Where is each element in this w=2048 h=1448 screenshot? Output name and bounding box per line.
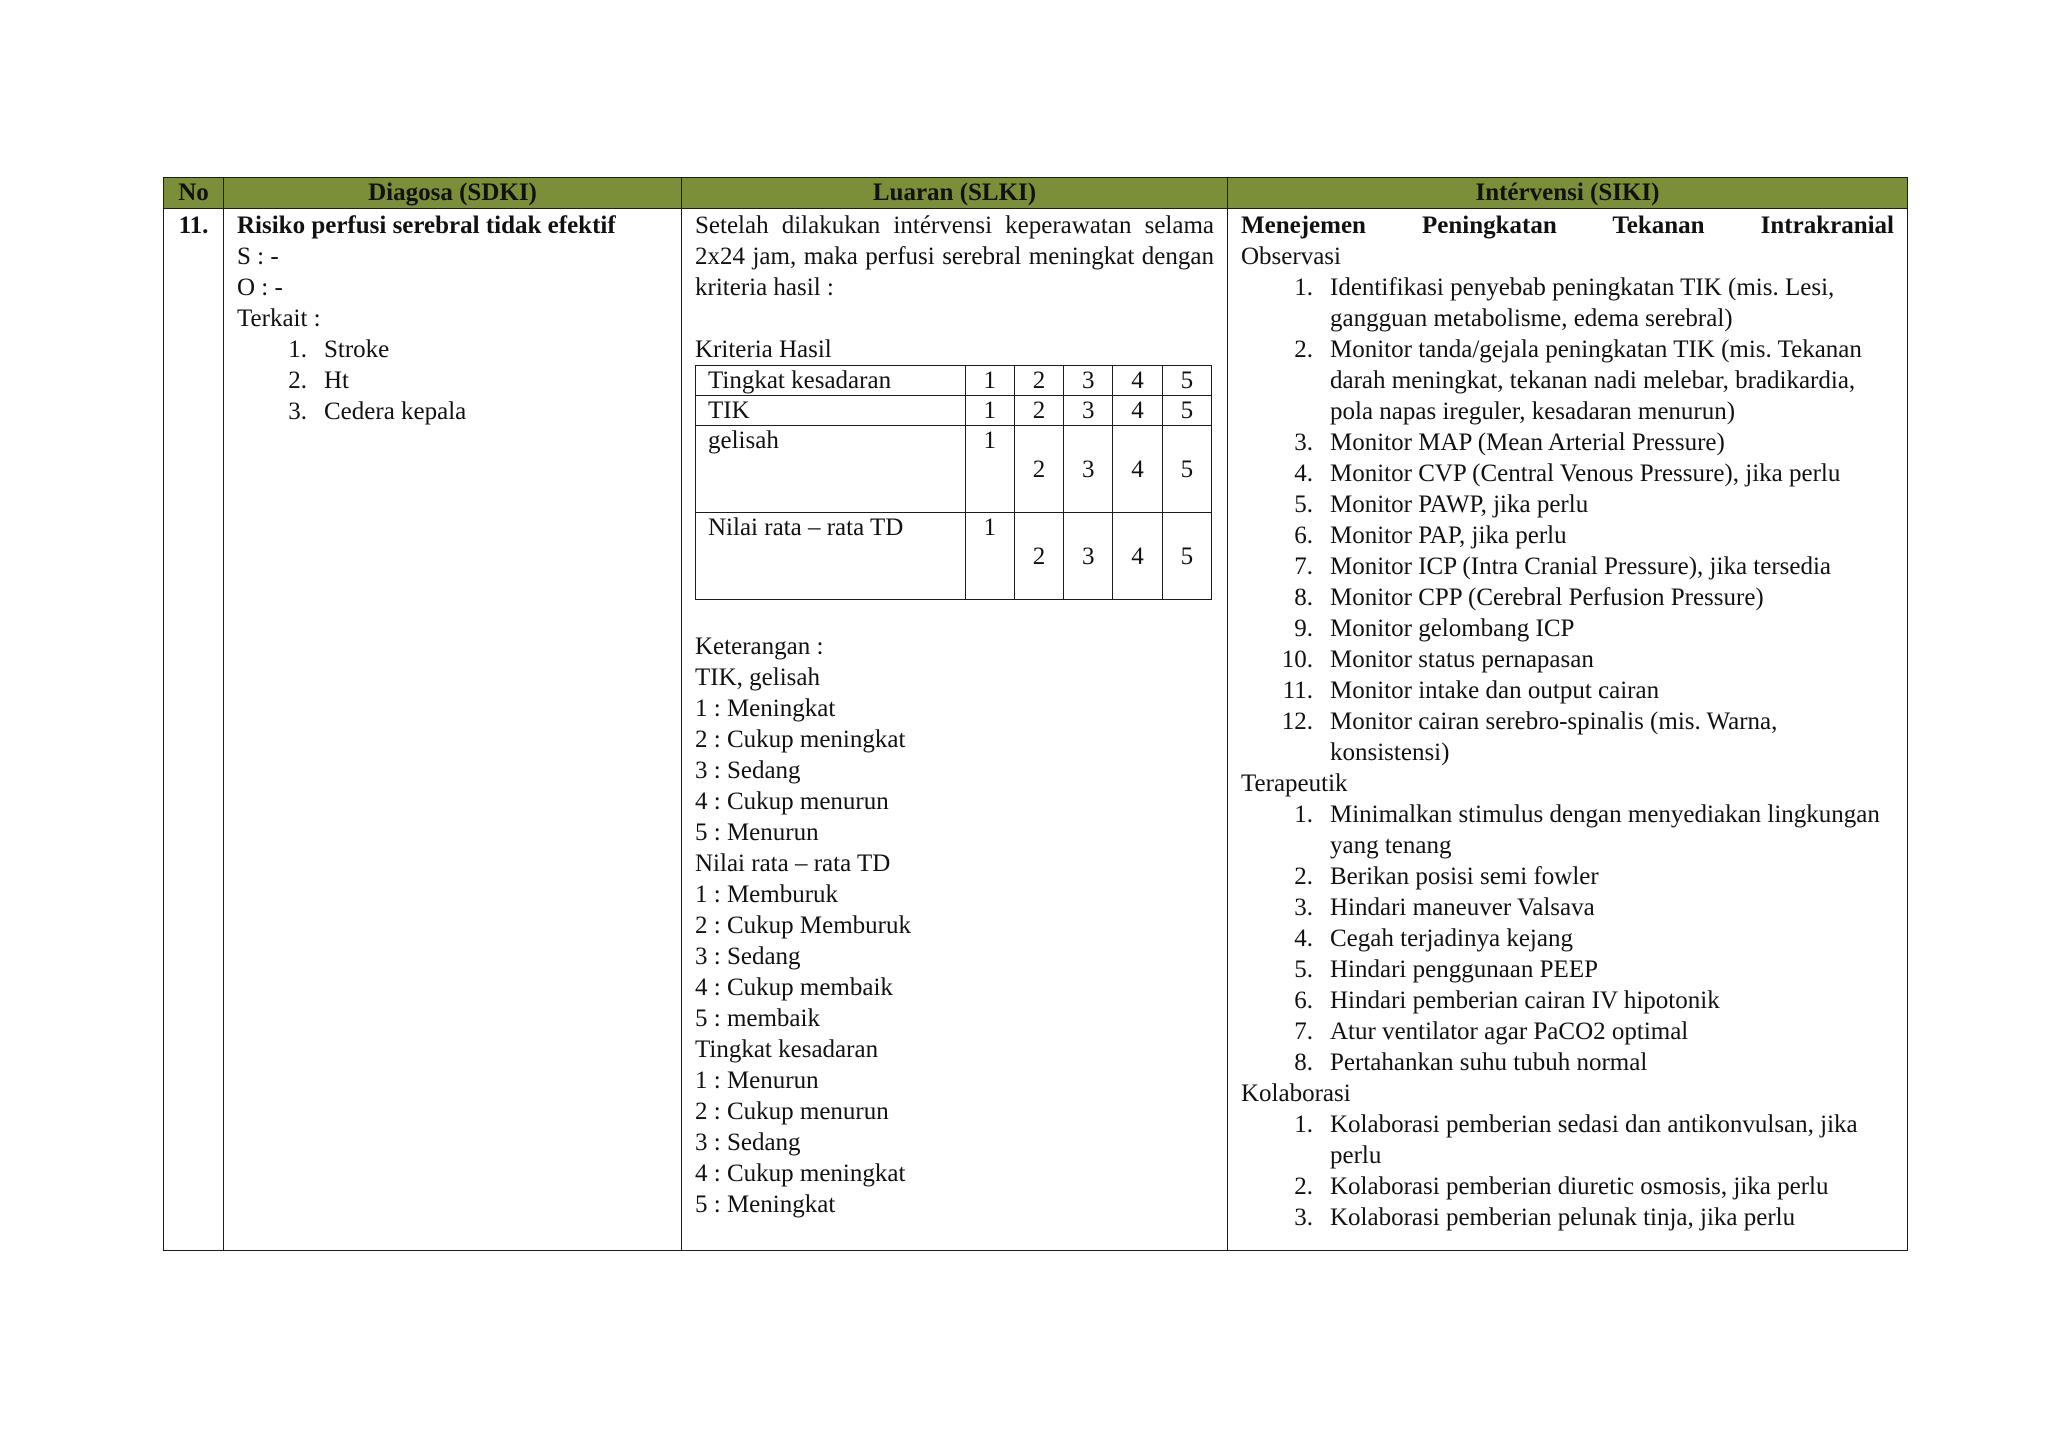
header-row — [164, 178, 1908, 209]
diagnosis-related-label: Terkait : — [237, 305, 321, 332]
row-number: 11. — [164, 209, 224, 1251]
note-line: 1 : Meningkat — [695, 695, 836, 722]
criteria-row: gelisah 1 2 3 4 5 — [696, 426, 1212, 513]
list-item: 9. Monitor gelombang ICP — [1294, 615, 1575, 642]
list-item: 1. Kolaborasi pemberian sedasi dan antikonvulsan, jika perlu — [1294, 1111, 1858, 1169]
list-item: 3. Cedera kepala — [288, 398, 467, 425]
notes-label: Keterangan : — [695, 633, 824, 660]
note-line: 2 : Cukup meningkat — [695, 726, 906, 753]
criteria-label: Kriteria Hasil — [695, 336, 832, 363]
note-line: 5 : Meningkat — [695, 1191, 836, 1218]
header-outcome: Luaran (SLKI) — [682, 178, 1228, 209]
note-line: Tingkat kesadaran — [695, 1036, 879, 1063]
list-item: 7. Monitor ICP (Intra Cranial Pressure), jika tersedia — [1294, 553, 1832, 580]
header-diagnosis: Diagosa (SDKI) — [224, 178, 682, 209]
list-item: 7. Atur ventilator agar PaCO2 optimal — [1294, 1018, 1689, 1045]
list-item: 2. Kolaborasi pemberian diuretic osmosis, jika perlu — [1294, 1173, 1829, 1200]
list-item: 8. Monitor CPP (Cerebral Perfusion Pressure) — [1294, 584, 1764, 611]
list-item: 1. Minimalkan stimulus dengan menyediakan lingkungan yang tenang — [1294, 801, 1880, 859]
list-item: 3. Monitor MAP (Mean Arterial Pressure) — [1294, 429, 1725, 456]
note-line: TIK, gelisah — [695, 664, 820, 691]
note-line: 1 : Menurun — [695, 1067, 819, 1094]
section-heading-terapeutik: Terapeutik — [1241, 770, 1348, 797]
notes-list — [695, 662, 1214, 1220]
list-item: 3. Hindari maneuver Valsava — [1294, 894, 1595, 921]
outcome-intro: Setelah dilakukan intérvensi keperawatan selama 2x24 jam, maka perfusi serebral meningkat dengan kriteria hasil : — [695, 212, 1214, 301]
list-item: 2. Berikan posisi semi fowler — [1294, 863, 1599, 890]
note-line: 4 : Cukup meningkat — [695, 1160, 906, 1187]
note-line: 2 : Cukup Memburuk — [695, 912, 911, 939]
diagnosis-subjective: S : - — [237, 243, 279, 270]
intervention-cell — [1228, 209, 1908, 1251]
list-item: 11. Monitor intake dan output cairan — [1282, 677, 1660, 704]
note-line: 5 : membaik — [695, 1005, 820, 1032]
note-line: 3 : Sedang — [695, 757, 801, 784]
note-line: Nilai rata – rata TD — [695, 850, 891, 877]
criteria-row: Tingkat kesadaran 1 2 3 4 5 — [696, 366, 1212, 396]
list-item: 6. Monitor PAP, jika perlu — [1294, 522, 1567, 549]
related-factors-list — [237, 334, 671, 427]
section-heading-observasi: Observasi — [1241, 243, 1341, 270]
list-item: 1. Stroke — [288, 336, 390, 363]
section-heading-kolaborasi: Kolaborasi — [1241, 1080, 1351, 1107]
table-row — [164, 209, 1908, 1251]
note-line: 1 : Memburuk — [695, 881, 839, 908]
list-item: 6. Hindari pemberian cairan IV hipotonik — [1294, 987, 1720, 1014]
criteria-row: Nilai rata – rata TD 1 2 3 4 5 — [696, 513, 1212, 600]
list-item: 5. Monitor PAWP, jika perlu — [1294, 491, 1589, 518]
terapeutik-list — [1241, 799, 1894, 1078]
kolaborasi-list — [1241, 1109, 1894, 1233]
list-item: 5. Hindari penggunaan PEEP — [1294, 956, 1599, 983]
observasi-list — [1241, 272, 1894, 768]
note-line: 3 : Sedang — [695, 1129, 801, 1156]
list-item: 1. Identifikasi penyebab peningkatan TIK (mis. Lesi, gangguan metabolisme, edema serebral) — [1294, 274, 1835, 332]
list-item: 4. Monitor CVP (Central Venous Pressure), jika perlu — [1294, 460, 1841, 487]
note-line: 2 : Cukup menurun — [695, 1098, 889, 1125]
note-line: 5 : Menurun — [695, 819, 819, 846]
list-item: 3. Kolaborasi pemberian pelunak tinja, jika perlu — [1294, 1204, 1796, 1231]
list-item: 2. Monitor tanda/gejala peningkatan TIK (mis. Tekanan darah meningkat, tekanan nadi melebar, bradikardia, pola napas ireguler, kesadaran menurun) — [1294, 336, 1862, 425]
care-plan-table — [163, 177, 1908, 1251]
criteria-table — [695, 365, 1212, 600]
list-item: 12. Monitor cairan serebro-spinalis (mis. Warna, konsistensi) — [1281, 708, 1778, 766]
list-item: 4. Cegah terjadinya kejang — [1294, 925, 1573, 952]
diagnosis-title: Risiko perfusi serebral tidak efektif — [237, 212, 616, 239]
list-item: 8. Pertahankan suhu tubuh normal — [1294, 1049, 1648, 1076]
intervention-title: Menejemen Peningkatan Tekanan Intrakranial — [1241, 212, 1894, 239]
criteria-row: TIK 1 2 3 4 5 — [696, 396, 1212, 426]
note-line: 3 : Sedang — [695, 943, 801, 970]
list-item: 10. Monitor status pernapasan — [1281, 646, 1594, 673]
outcome-cell — [682, 209, 1228, 1251]
list-item: 2. Ht — [288, 367, 349, 394]
header-no: No — [164, 178, 224, 209]
diagnosis-cell — [224, 209, 682, 1251]
header-intervention: Intérvensi (SIKI) — [1228, 178, 1908, 209]
note-line: 4 : Cukup membaik — [695, 974, 893, 1001]
diagnosis-objective: O : - — [237, 274, 283, 301]
note-line: 4 : Cukup menurun — [695, 788, 889, 815]
